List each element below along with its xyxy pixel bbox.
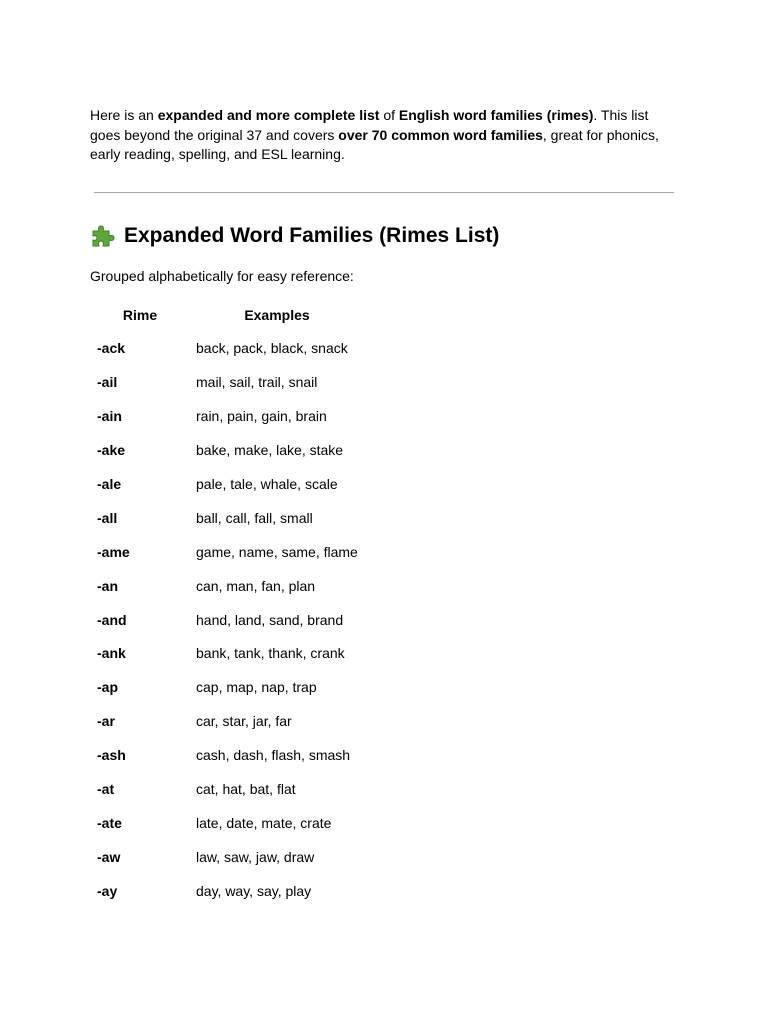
intro-paragraph bbox=[90, 106, 680, 165]
intro-bold-2: English word families (rimes) bbox=[398, 107, 594, 123]
examples-cell: rain, pain, gain, brain bbox=[196, 408, 327, 425]
rime-cell: -all bbox=[97, 509, 118, 526]
table-row bbox=[91, 874, 365, 908]
table-row bbox=[91, 806, 365, 840]
rimes-table bbox=[91, 306, 365, 908]
intro-bold-3: over 70 common word families bbox=[338, 126, 543, 143]
table-row bbox=[91, 670, 365, 704]
rime-cell: -an bbox=[97, 577, 118, 594]
examples-cell: late, date, mate, crate bbox=[196, 814, 332, 831]
rime-cell: -aw bbox=[97, 848, 121, 865]
examples-cell: game, name, same, flame bbox=[196, 543, 358, 560]
table-row bbox=[91, 332, 365, 366]
rime-cell: -at bbox=[97, 781, 115, 798]
puzzle-piece-icon bbox=[90, 223, 116, 249]
examples-cell: bank, tank, thank, crank bbox=[196, 645, 345, 662]
section-subtitle: Grouped alphabetically for easy reference: bbox=[90, 267, 354, 284]
examples-cell: back, pack, black, snack bbox=[196, 340, 348, 357]
intro-text-2: of bbox=[379, 107, 399, 123]
table-row bbox=[91, 433, 365, 467]
intro-text-4: , great for phonics, early reading, spelling, and ESL learning. bbox=[90, 126, 659, 162]
horizontal-divider bbox=[94, 192, 674, 193]
table-header-row bbox=[91, 306, 365, 332]
table-row bbox=[91, 535, 365, 569]
examples-cell: pale, tale, whale, scale bbox=[196, 476, 338, 492]
section-title: Expanded Word Families (Rimes List) bbox=[124, 223, 500, 247]
table-row bbox=[91, 603, 365, 637]
table-row bbox=[91, 637, 365, 671]
table-row bbox=[91, 772, 365, 806]
examples-cell: car, star, jar, far bbox=[196, 713, 292, 730]
header-rime: Rime bbox=[122, 306, 158, 323]
rime-cell: -ay bbox=[97, 882, 118, 899]
examples-cell: ball, call, fall, small bbox=[196, 509, 313, 526]
table-row bbox=[91, 569, 365, 603]
rime-cell: -ail bbox=[97, 374, 118, 391]
rime-cell: -ar bbox=[97, 713, 115, 730]
examples-cell: day, way, say, play bbox=[196, 882, 312, 899]
examples-cell: cap, map, nap, trap bbox=[196, 679, 317, 696]
rime-cell: -ank bbox=[97, 645, 126, 662]
section-heading bbox=[90, 223, 680, 249]
intro-bold-1: expanded and more complete list bbox=[157, 107, 380, 123]
rime-cell: -ame bbox=[97, 543, 130, 560]
examples-cell: bake, make, lake, stake bbox=[196, 442, 344, 459]
rime-cell: -ale bbox=[97, 476, 122, 492]
rime-cell: -ap bbox=[97, 679, 118, 696]
rime-cell: -ain bbox=[97, 408, 122, 425]
intro-text-1: Here is an bbox=[90, 107, 158, 123]
table-row bbox=[91, 467, 365, 501]
examples-cell: cash, dash, flash, smash bbox=[196, 747, 351, 764]
table-row bbox=[91, 704, 365, 738]
table-row bbox=[91, 738, 365, 772]
examples-cell: law, saw, jaw, draw bbox=[196, 848, 315, 865]
table-row bbox=[91, 365, 365, 399]
table-row bbox=[91, 399, 365, 433]
header-examples: Examples bbox=[244, 306, 310, 323]
examples-cell: hand, land, sand, brand bbox=[196, 611, 344, 628]
document-body bbox=[90, 106, 680, 908]
examples-cell: cat, hat, bat, flat bbox=[196, 781, 296, 798]
rime-cell: -ate bbox=[97, 814, 122, 831]
table-row bbox=[91, 501, 365, 535]
examples-cell: mail, sail, trail, snail bbox=[196, 374, 318, 391]
table-row bbox=[91, 840, 365, 874]
rime-cell: -and bbox=[97, 611, 127, 628]
intro-text-3: . This list goes beyond the original 37 and covers bbox=[90, 107, 649, 143]
rime-cell: -ake bbox=[97, 442, 126, 459]
examples-cell: can, man, fan, plan bbox=[196, 577, 316, 594]
rime-cell: -ack bbox=[97, 340, 126, 357]
rime-cell: -ash bbox=[97, 747, 126, 764]
